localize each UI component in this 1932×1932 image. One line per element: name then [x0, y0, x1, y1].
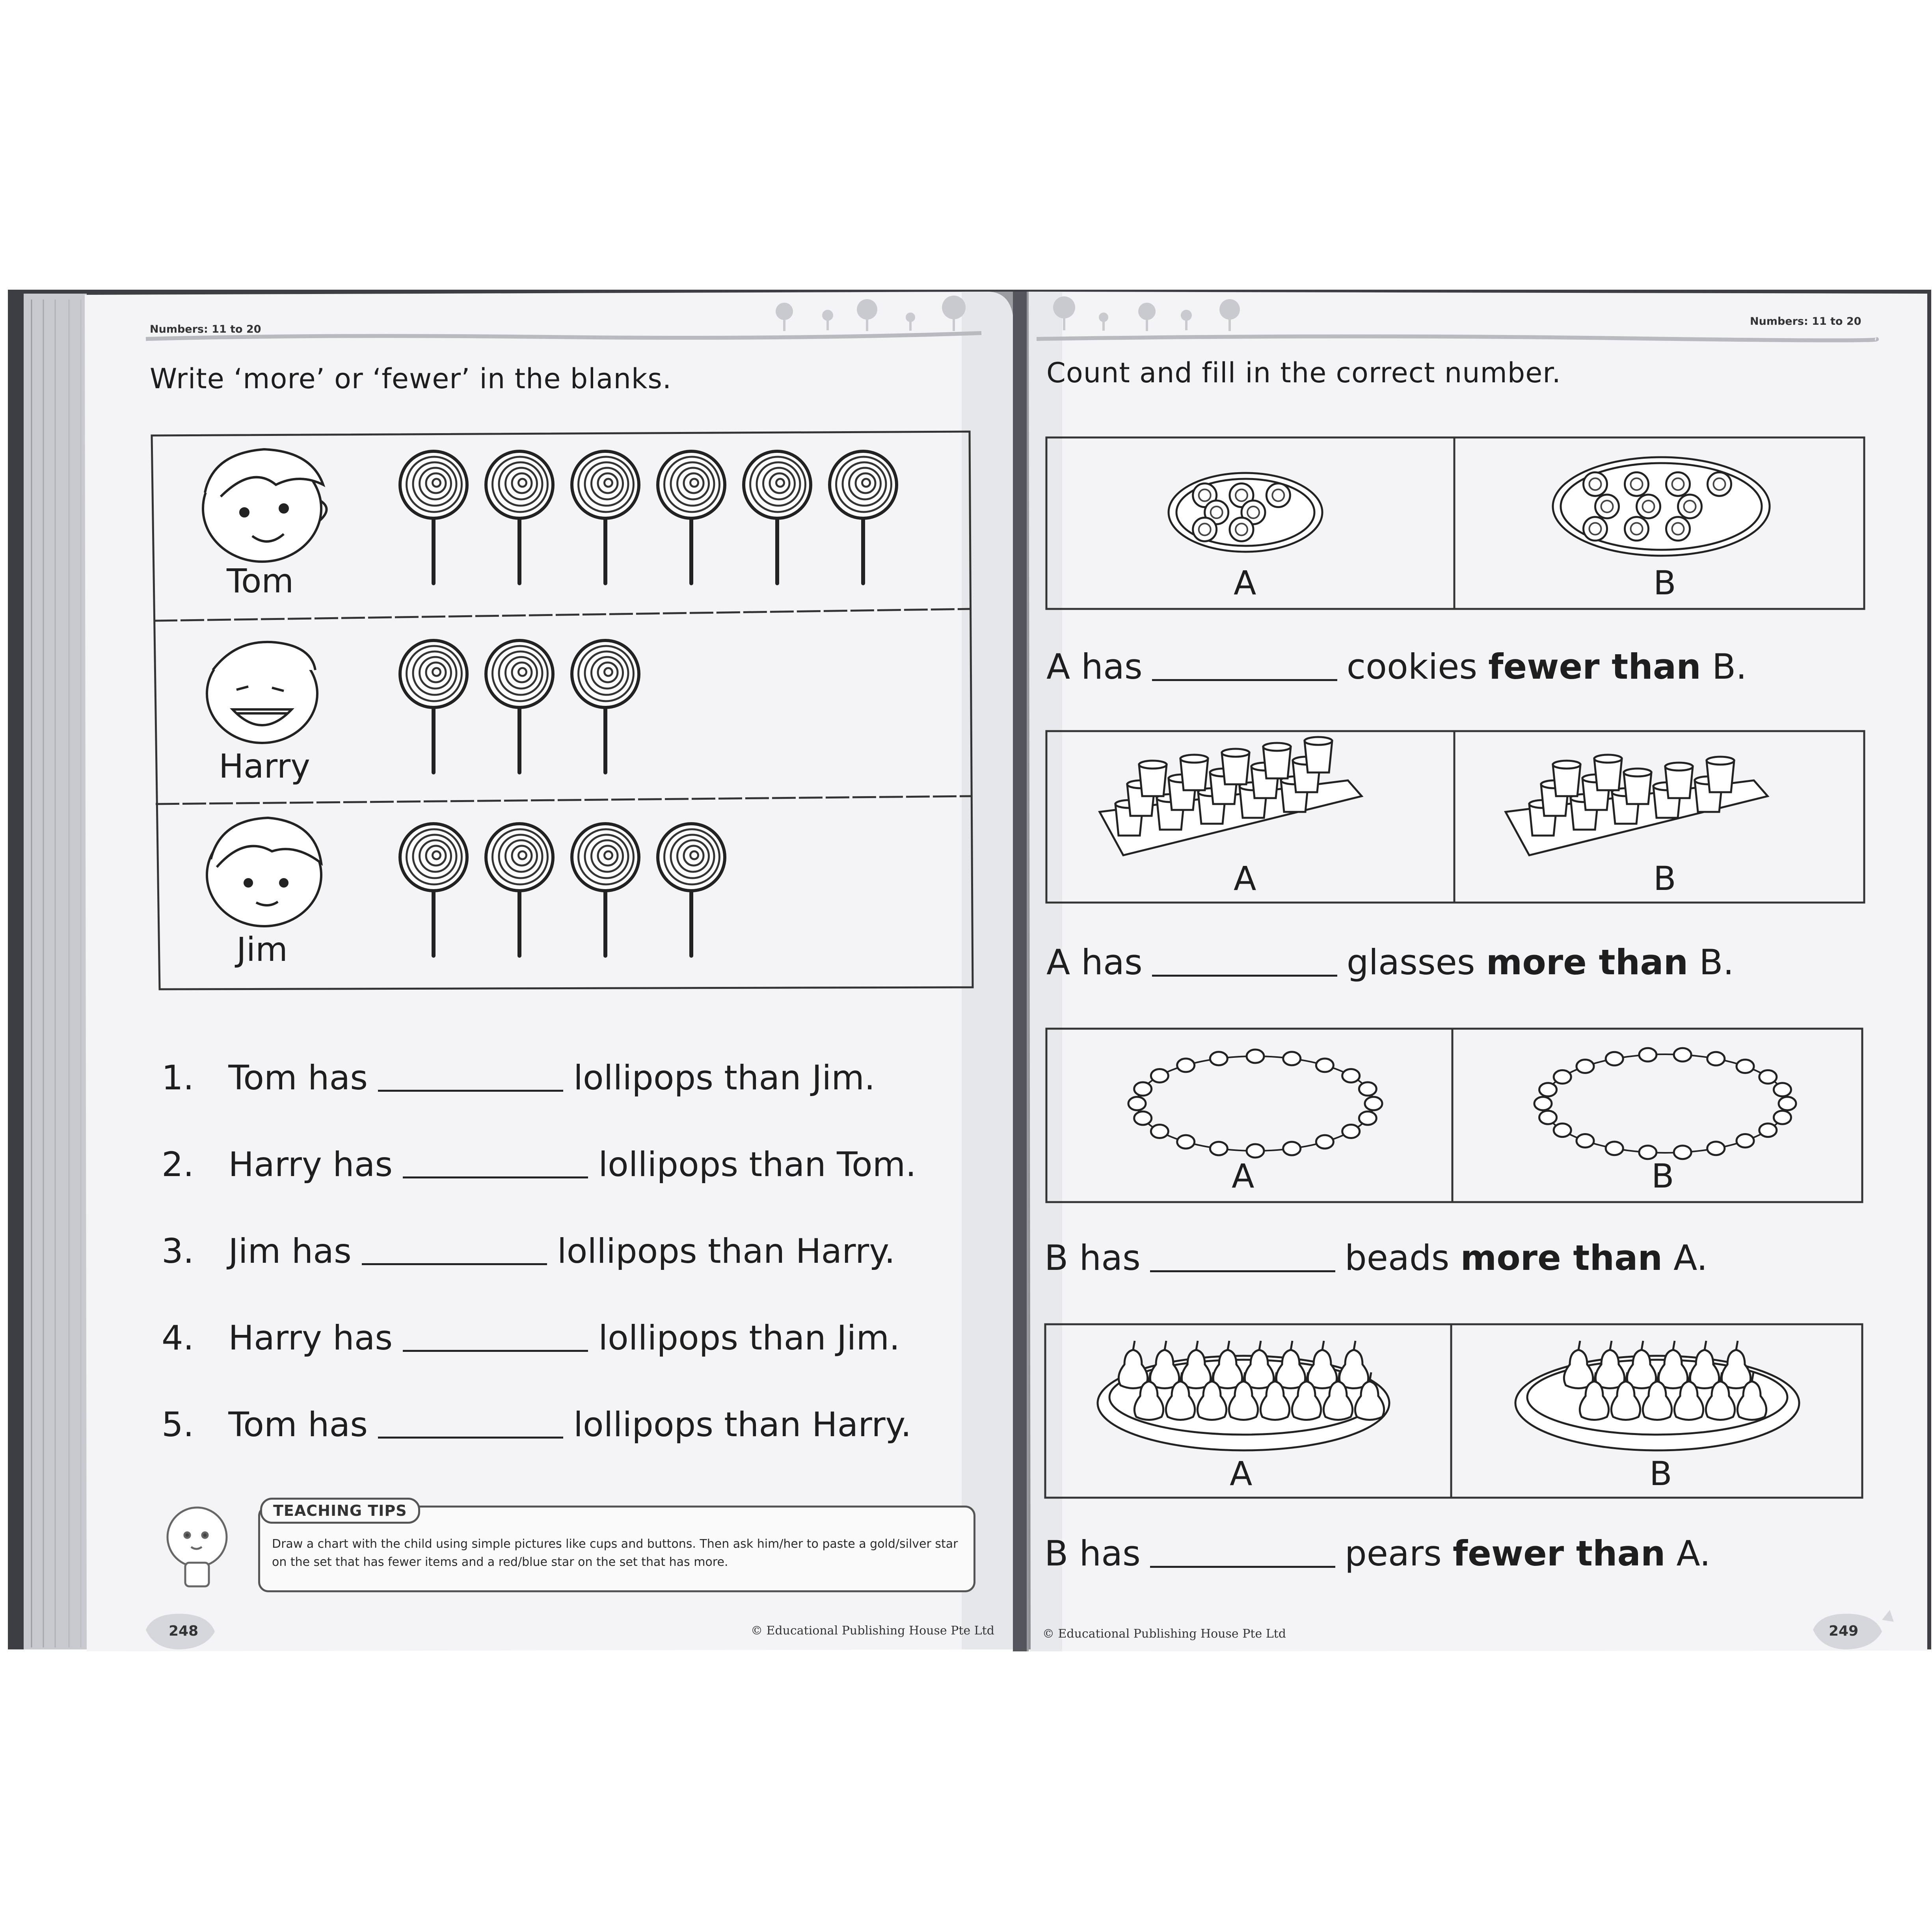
- sentence-compare: fewer than: [1452, 1533, 1666, 1574]
- label-a: A: [1230, 1454, 1253, 1493]
- sentence-lead: B has: [1044, 1533, 1141, 1574]
- cookie-icon: [1625, 472, 1649, 496]
- kid-name-jim: Jim: [236, 930, 288, 969]
- sentence-noun: cookies: [1346, 646, 1478, 687]
- bead-icon: [1316, 1059, 1333, 1072]
- bead-icon: [1576, 1134, 1594, 1147]
- bead-icon: [1759, 1124, 1777, 1137]
- sentence-compare: more than: [1460, 1238, 1663, 1278]
- bead-icon: [1177, 1059, 1195, 1072]
- teaching-tips-text: Draw a chart with the child using simple pictures like cups and buttons. Then ask him/her to paste a gold/silver star on the set that has fewer items and a red/blue star on the set that has more.: [272, 1537, 958, 1569]
- cookie-icon: [1637, 495, 1660, 518]
- question-lead: Harry has: [228, 1318, 393, 1358]
- cookie-icon: [1666, 517, 1690, 541]
- bead-icon: [1342, 1125, 1360, 1138]
- sentence-beads: [1044, 1238, 1708, 1278]
- right-instruction: Count and fill in the correct number.: [1046, 357, 1561, 389]
- bead-icon: [1247, 1050, 1264, 1063]
- label-b: B: [1653, 859, 1676, 898]
- bead-icon: [1534, 1097, 1552, 1110]
- bead-icon: [1539, 1083, 1557, 1096]
- question-5: [162, 1405, 912, 1444]
- bead-icon: [1134, 1111, 1152, 1125]
- question-tail: lollipops than Harry.: [573, 1405, 912, 1444]
- question-number: 2.: [162, 1145, 194, 1184]
- answer-blank[interactable]: [378, 1086, 563, 1092]
- sentence-noun: beads: [1344, 1238, 1450, 1278]
- cookie-icon: [1230, 517, 1253, 541]
- sentence-lead: B has: [1044, 1238, 1141, 1278]
- bead-icon: [1707, 1052, 1725, 1065]
- bead-icon: [1283, 1142, 1301, 1155]
- bead-icon: [1606, 1142, 1623, 1155]
- question-lead: Jim has: [228, 1232, 352, 1271]
- answer-blank[interactable]: [362, 1259, 547, 1265]
- bead-icon: [1359, 1111, 1376, 1125]
- bead-icon: [1774, 1111, 1791, 1124]
- answer-blank[interactable]: [403, 1346, 588, 1352]
- question-1: [162, 1058, 875, 1098]
- cookie-icon: [1666, 472, 1690, 496]
- sentence-noun: pears: [1344, 1533, 1442, 1574]
- sentence-end: A.: [1673, 1238, 1708, 1278]
- cookie-icon: [1708, 472, 1731, 496]
- bead-icon: [1151, 1125, 1168, 1138]
- teaching-tips-tab: [260, 1498, 420, 1524]
- bead-icon: [1316, 1135, 1333, 1148]
- harry-face-icon: [207, 642, 317, 743]
- sentence-end: B.: [1699, 942, 1734, 983]
- sentence-glasses: [1046, 942, 1734, 983]
- page-number-left: 248: [169, 1623, 199, 1639]
- number-blank[interactable]: [1152, 971, 1337, 977]
- left-header: Numbers: 11 to 20: [150, 323, 261, 335]
- bead-icon: [1639, 1048, 1657, 1061]
- bead-icon: [1134, 1082, 1152, 1096]
- cookie-icon: [1584, 517, 1607, 541]
- label-b: B: [1653, 564, 1676, 602]
- sentence-end: A.: [1676, 1533, 1711, 1574]
- gutter: [1013, 292, 1029, 1651]
- question-tail: lollipops than Jim.: [573, 1058, 875, 1098]
- question-4: [162, 1318, 900, 1358]
- bead-icon: [1674, 1048, 1691, 1061]
- cookie-icon: [1193, 517, 1217, 541]
- bead-icon: [1674, 1146, 1691, 1159]
- copyright-right: © Educational Publishing House Pte Ltd: [1042, 1627, 1286, 1641]
- glass-icon: [1139, 761, 1167, 796]
- sentence-compare: fewer than: [1488, 646, 1701, 687]
- kid-name-harry: Harry: [219, 747, 310, 785]
- question-2: [162, 1145, 916, 1184]
- question-tail: lollipops than Tom.: [598, 1145, 916, 1184]
- right-header: Numbers: 11 to 20: [1750, 315, 1861, 328]
- label-a: A: [1232, 1157, 1254, 1195]
- sentence-end: B.: [1712, 646, 1747, 687]
- bead-icon: [1576, 1060, 1594, 1073]
- kid-name-tom: Tom: [227, 562, 294, 600]
- teaching-tips-title: TEACHING TIPS: [273, 1502, 407, 1519]
- glass-icon: [1707, 757, 1734, 792]
- question-number: 4.: [162, 1318, 194, 1358]
- question-tail: lollipops than Jim.: [598, 1318, 900, 1358]
- question-3: [162, 1232, 895, 1271]
- label-b: B: [1651, 1157, 1674, 1195]
- glass-icon: [1180, 755, 1208, 790]
- left-instruction: Write ‘more’ or ‘fewer’ in the blanks.: [150, 363, 672, 395]
- bead-icon: [1554, 1124, 1571, 1137]
- bead-icon: [1210, 1142, 1227, 1155]
- number-blank[interactable]: [1150, 1562, 1335, 1568]
- answer-blank[interactable]: [403, 1173, 588, 1178]
- sentence-compare: more than: [1486, 942, 1688, 983]
- bead-icon: [1737, 1060, 1754, 1073]
- question-lead: Harry has: [228, 1145, 393, 1184]
- bead-icon: [1737, 1134, 1754, 1147]
- bead-icon: [1554, 1070, 1571, 1083]
- bead-icon: [1210, 1052, 1227, 1065]
- bead-icon: [1177, 1135, 1195, 1148]
- copyright-left: © Educational Publishing House Pte Ltd: [751, 1624, 994, 1638]
- bead-icon: [1342, 1069, 1360, 1082]
- question-number: 3.: [162, 1232, 194, 1271]
- bead-icon: [1779, 1097, 1796, 1110]
- cookie-icon: [1678, 495, 1702, 518]
- bead-icon: [1151, 1069, 1168, 1082]
- cookie-icon: [1584, 472, 1607, 496]
- glass-icon: [1594, 755, 1622, 790]
- glass-icon: [1263, 743, 1291, 778]
- number-blank[interactable]: [1152, 675, 1337, 681]
- jim-face-icon: [207, 818, 321, 926]
- bead-icon: [1359, 1082, 1376, 1096]
- glass-icon: [1305, 737, 1332, 772]
- label-a: A: [1234, 564, 1256, 602]
- glass-icon: [1222, 749, 1249, 784]
- question-number: 1.: [162, 1058, 194, 1098]
- label-b: B: [1649, 1454, 1672, 1493]
- glass-icon: [1665, 763, 1693, 798]
- cookie-icon: [1266, 484, 1290, 507]
- bead-icon: [1128, 1097, 1146, 1110]
- bead-icon: [1247, 1144, 1264, 1158]
- cookie-icon: [1625, 517, 1649, 541]
- sentence-lead: A has: [1046, 942, 1143, 983]
- sentence-pears: [1044, 1533, 1711, 1574]
- question-tail: lollipops than Harry.: [557, 1232, 895, 1271]
- question-lead: Tom has: [228, 1058, 368, 1098]
- bead-icon: [1539, 1111, 1557, 1124]
- bead-icon: [1774, 1083, 1791, 1096]
- number-blank[interactable]: [1150, 1266, 1335, 1272]
- cookie-icon: [1595, 495, 1619, 518]
- glass-icon: [1624, 769, 1651, 804]
- glass-icon: [1553, 761, 1580, 796]
- sentence-lead: A has: [1046, 646, 1143, 687]
- sentence-noun: glasses: [1346, 942, 1475, 983]
- bead-icon: [1606, 1052, 1623, 1065]
- question-number: 5.: [162, 1405, 194, 1444]
- page-number-right: 249: [1829, 1623, 1859, 1639]
- label-a: A: [1234, 859, 1256, 898]
- answer-blank[interactable]: [378, 1433, 563, 1439]
- sentence-cookies: [1046, 646, 1747, 687]
- bead-icon: [1365, 1097, 1382, 1110]
- bead-icon: [1283, 1052, 1301, 1065]
- bead-icon: [1707, 1142, 1725, 1155]
- question-lead: Tom has: [228, 1405, 368, 1444]
- bead-icon: [1759, 1070, 1777, 1083]
